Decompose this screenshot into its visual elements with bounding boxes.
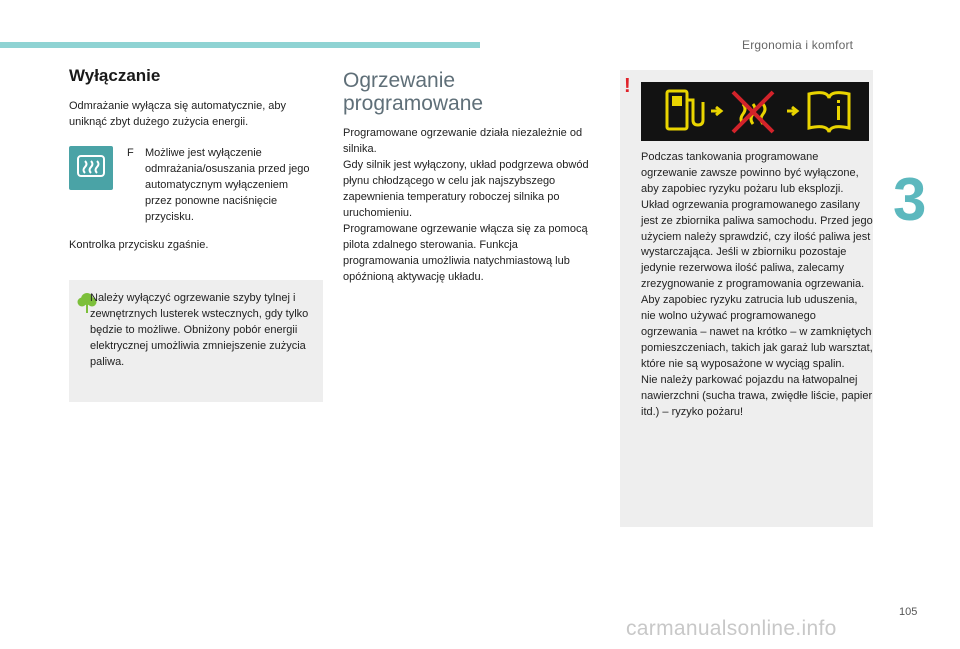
header-accent-bar [0,42,480,48]
heading-wylaczanie: Wyłączanie [69,66,161,85]
rear-defrost-icon [75,152,107,184]
bullet-marker: F [127,147,134,159]
warning-line: Układ ogrzewania programowanego zasilany jest ze zbiornika paliwa samochodu. Przed jego użyciem należy sprawdzić, czy ilość paliwa jest wystarczająca. Jeśli w zbiorniku pozostaje jedynie rezerwowa ilość paliwa, zalecamy zrezygnowanie z programowania ogrzewania. [641,198,873,291]
fuel-pictogram [641,82,869,141]
fuel-no-heating-manual-icon [641,82,869,141]
programmed-heating-line: Programowane ogrzewanie włącza się za pomocą pilota zdalnego sterowania. Funkcja programowania umożliwia natychmiastową lub opóźnioną aktywację układu. [343,223,588,283]
page-number: 105 [899,606,918,618]
programmed-heating-line: Programowane ogrzewanie działa niezależnie od silnika. [343,127,583,155]
warning-line: Nie należy parkować pojazdu na łatwopalnej nawierzchni (sucha trawa, zwiędłe liście, papier itd.) – ryzyko pożaru! [641,373,873,418]
watermark: carmanualsonline.info [626,617,837,640]
bullet-text: Możliwe jest wyłączenie odmrażania/osuszania przed jego automatycznym wyłączeniem przez ponowne naciśnięcie przycisku. [145,147,310,223]
warning-line: Aby zapobiec ryzyku zatrucia lub uduszenia, nie wolno używać programowanego ogrzewania – nawet na krótko – w zamkniętych pomieszczeniach, takich jak garaż lub warsztat, które nie są wyposażone w wyciąg spalin. [641,294,873,370]
eco-note-box [69,280,323,402]
section-title: Ergonomia i komfort [742,38,854,52]
programmed-heating-line: Gdy silnik jest wyłączony, układ podgrzewa obwód płynu chłodzącego w celu jak najszybszego zapewnienia temperatury roboczej silnika po uruchomieniu. [343,159,589,219]
programmed-heating-text [343,125,595,285]
rear-defrost-button-icon [69,146,113,190]
heading-ogrzewanie-programowane: Ogrzewanie programowane [343,69,484,115]
indicator-note: Kontrolka przycisku zgaśnie. [69,239,209,251]
eco-note-text: Należy wyłączyć ogrzewanie szyby tylnej i zewnętrznych lusterek wstecznych, gdy tylko będzie to możliwe. Obniżony pobór energii elektrycznej umożliwia zmniejszenie zużycia paliwa. [90,292,309,368]
warning-line: Podczas tankowania programowane ogrzewanie zawsze powinno być wyłączone, aby zapobiec ryzyku pożaru lub eksplozji. [641,151,859,195]
warning-text [641,150,873,420]
chapter-number: 3 [893,166,927,233]
intro-paragraph: Odmrażanie wyłącza się automatycznie, aby uniknąć zbyt dużego zużycia energii. [69,100,287,128]
warning-icon: ! [624,75,631,97]
